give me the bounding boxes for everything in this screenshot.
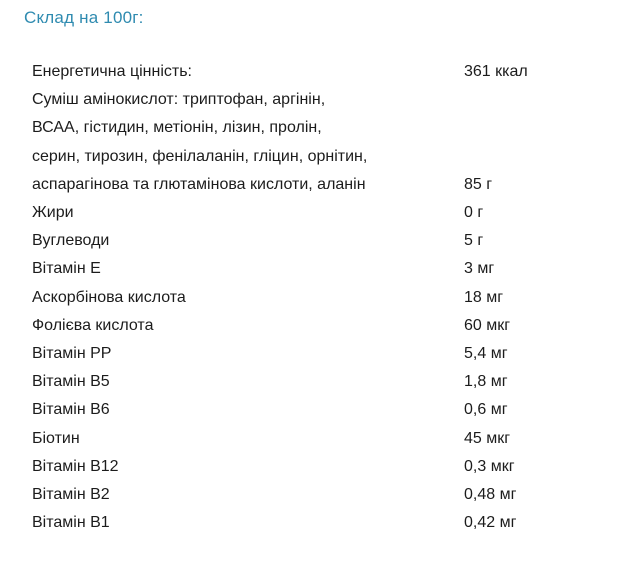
nutrition-row <box>32 368 612 396</box>
nutrient-name: Вітамін В5 <box>32 373 110 391</box>
nutrition-row <box>32 312 612 340</box>
nutrient-name: Аскорбінова кислота <box>32 288 186 306</box>
nutrient-name: Вітамін РР <box>32 344 112 362</box>
nutrient-name: серин, тирозин, фенілаланін, гліцин, орнітин, <box>32 147 368 165</box>
nutrient-amount: 0,6 мг <box>464 401 508 419</box>
nutrient-amount: 5 г <box>464 232 484 250</box>
nutrition-row <box>32 453 612 481</box>
nutrient-name: Вітамін В12 <box>32 457 119 475</box>
nutrient-name: Суміш амінокислот: триптофан, аргінін, <box>32 91 326 109</box>
nutrient-name: Вітамін В1 <box>32 514 110 532</box>
nutrition-row <box>32 424 612 452</box>
nutrient-name: Жири <box>32 204 74 222</box>
nutrient-amount: 3 мг <box>464 260 495 278</box>
nutrition-row <box>32 86 612 114</box>
nutrition-row <box>32 481 612 509</box>
nutrition-row <box>32 58 612 86</box>
nutrient-amount: 18 мг <box>464 288 504 306</box>
nutrient-amount: 361 ккал <box>464 63 528 81</box>
nutrient-amount: 0,3 мкг <box>464 457 515 475</box>
nutrient-amount: 60 мкг <box>464 316 511 334</box>
nutrient-name: Енергетична цінність: <box>32 63 192 81</box>
nutrient-name: Вітамін Е <box>32 260 101 278</box>
nutrition-row <box>32 143 612 171</box>
nutrition-row <box>32 199 612 227</box>
nutrition-row <box>32 396 612 424</box>
nutrition-row <box>32 340 612 368</box>
nutrient-amount: 0,48 мг <box>464 485 517 503</box>
nutrient-name: Вітамін В6 <box>32 401 110 419</box>
composition-heading: Склад на 100г: <box>24 8 144 27</box>
nutrient-amount: 85 г <box>464 175 493 193</box>
nutrition-row <box>32 509 612 537</box>
nutrient-amount: 45 мкг <box>464 429 511 447</box>
nutrition-row <box>32 114 612 142</box>
nutrient-name: Біотин <box>32 429 80 447</box>
nutrient-name: ВСАА, гістидин, метіонін, лізин, пролін, <box>32 119 322 137</box>
nutrition-row <box>32 255 612 283</box>
nutrition-row <box>32 171 612 199</box>
nutrient-amount: 1,8 мг <box>464 373 508 391</box>
nutrition-table <box>32 58 612 537</box>
nutrition-row <box>32 284 612 312</box>
nutrient-amount: 5,4 мг <box>464 344 508 362</box>
nutrition-row <box>32 227 612 255</box>
nutrient-name: Вітамін В2 <box>32 485 110 503</box>
nutrient-amount: 0,42 мг <box>464 514 517 532</box>
nutrient-name: аспарагінова та глютамінова кислоти, аланін <box>32 175 366 193</box>
nutrient-name: Вуглеводи <box>32 232 110 250</box>
nutrient-name: Фолієва кислота <box>32 316 154 334</box>
nutrient-amount: 0 г <box>464 204 484 222</box>
